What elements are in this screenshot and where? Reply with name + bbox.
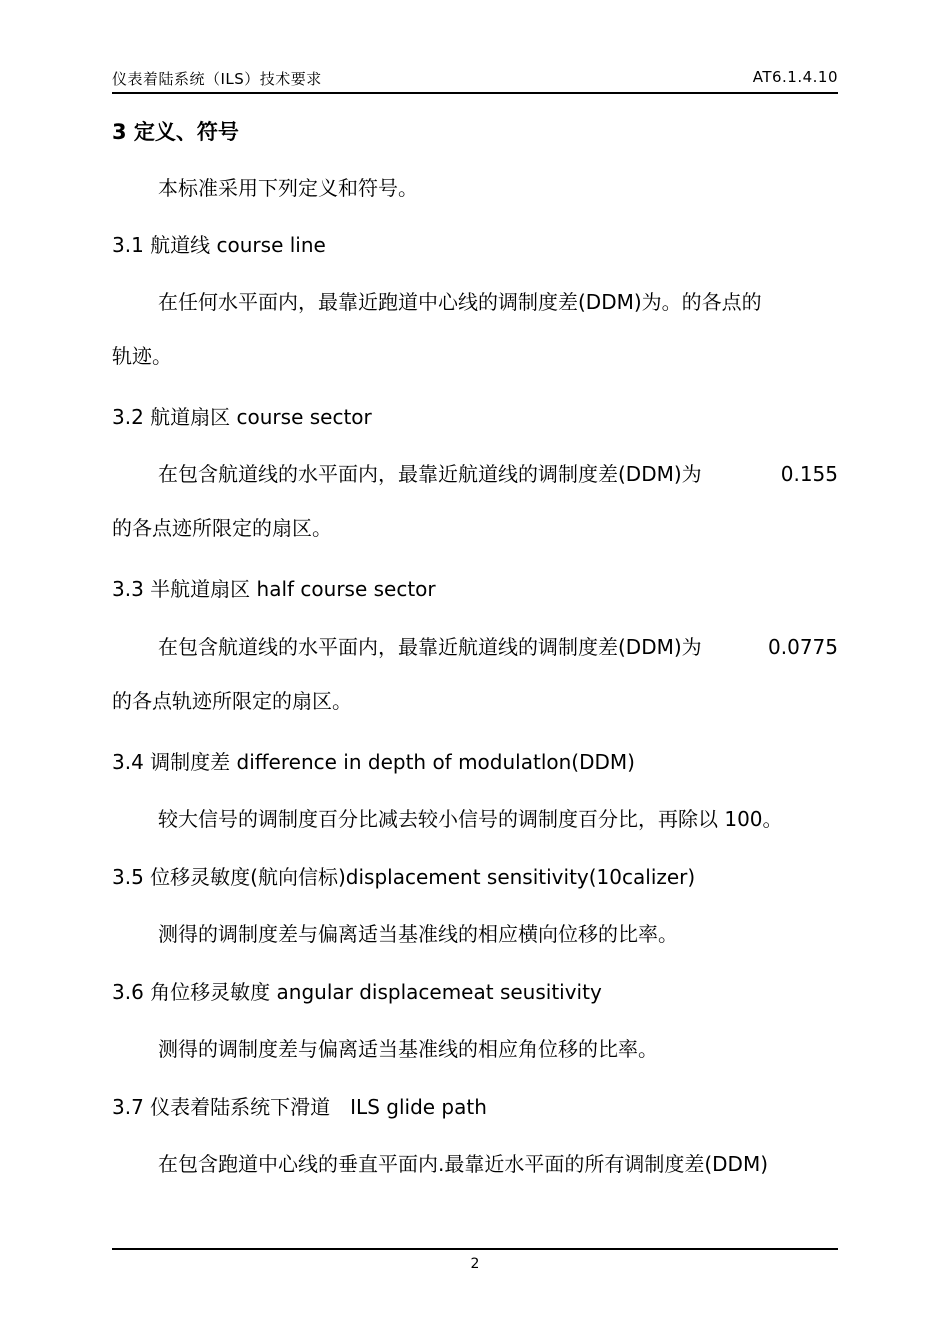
item-body-3-6-line1: 测得的调制度差与偏离适当基准线的相应角位移的比率。 <box>158 1037 658 1061</box>
page-header <box>112 66 838 94</box>
item-title-3-1: 3.1 航道线 course line <box>112 233 326 257</box>
item-body-3-3-line1 <box>158 634 838 660</box>
item-body-3-2-line1 <box>158 461 838 487</box>
item-title-3-2: 3.2 航道扇区 course sector <box>112 405 372 429</box>
item-title-3-3: 3.3 半航道扇区 half course sector <box>112 577 436 601</box>
item-body-3-3-text: 在包含航道线的水平面内，最靠近航道线的调制度差(DDM)为 <box>158 635 702 659</box>
item-title-3-7: 3.7 仪表着陆系统下滑道 ILS glide path <box>112 1095 487 1119</box>
section-heading: 3 定义、符号 <box>112 120 239 144</box>
item-body-3-3-line2: 的各点轨迹所限定的扇区。 <box>112 689 352 713</box>
item-body-3-1-line2: 轨迹。 <box>112 344 172 368</box>
header-title: 仪表着陆系统（ILS）技术要求 <box>112 70 322 88</box>
item-title-3-4: 3.4 调制度差 difference in depth of modulatlon(DDM) <box>112 750 635 774</box>
header-code: AT6.1.4.10 <box>752 68 838 86</box>
item-title-3-6: 3.6 角位移灵敏度 angular displacemeat seusitivity <box>112 980 602 1004</box>
page-number: 2 <box>470 1256 480 1272</box>
item-body-3-3-value: 0.0775 <box>768 635 838 659</box>
item-body-3-2-value: 0.155 <box>780 462 838 486</box>
section-intro: 本标准采用下列定义和符号。 <box>158 176 418 200</box>
footer-divider <box>112 1248 838 1250</box>
item-body-3-2-line2: 的各点迹所限定的扇区。 <box>112 516 332 540</box>
item-title-3-5: 3.5 位移灵敏度(航向信标)displacement sensitivity(10calizer) <box>112 865 696 889</box>
item-body-3-7-line1: 在包含跑道中心线的垂直平面内.最靠近水平面的所有调制度差(DDM) <box>158 1152 769 1176</box>
item-body-3-2-text: 在包含航道线的水平面内，最靠近航道线的调制度差(DDM)为 <box>158 462 702 486</box>
item-body-3-1-line1: 在任何水平面内，最靠近跑道中心线的调制度差(DDM)为。的各点的 <box>158 290 762 314</box>
item-body-3-4-line1: 较大信号的调制度百分比减去较小信号的调制度百分比，再除以 100。 <box>158 807 783 831</box>
item-body-3-5-line1: 测得的调制度差与偏离适当基准线的相应横向位移的比率。 <box>158 922 678 946</box>
